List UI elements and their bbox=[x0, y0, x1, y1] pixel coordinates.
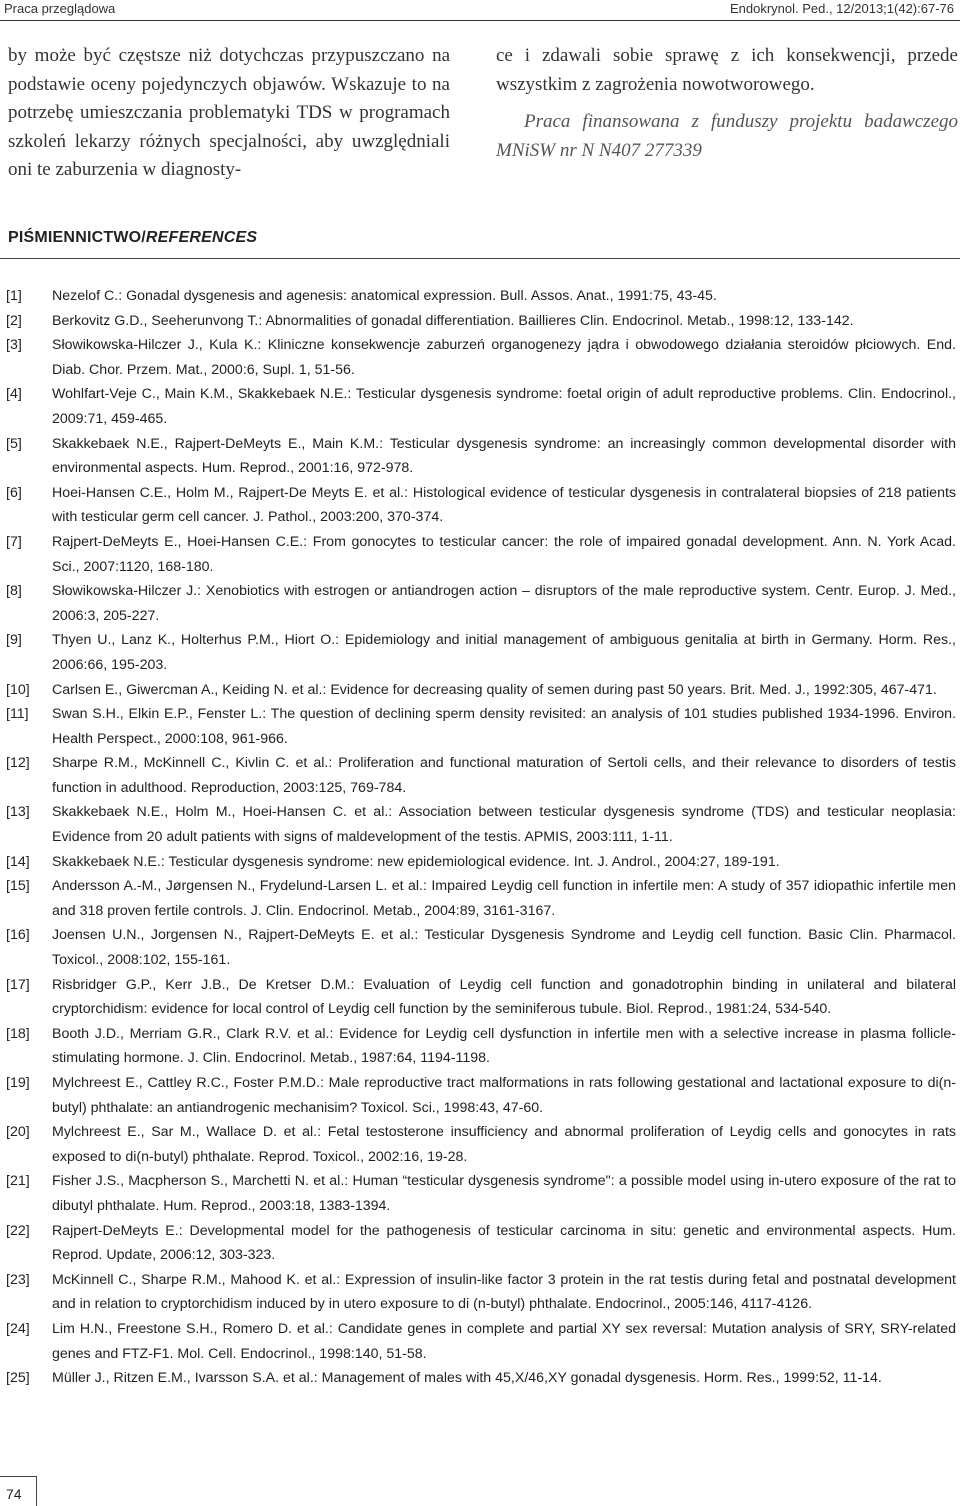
running-header bbox=[0, 0, 960, 21]
reference-item bbox=[6, 874, 956, 923]
reference-number: [25] bbox=[6, 1370, 30, 1387]
reference-text: Wohlfart-Veje C., Main K.M., Skakkebaek N.E.: Testicular dysgenesis syndrome: foetal origin of adult reproductive problems. Clin. Endocrinol., 2009:71, 459-465. bbox=[52, 386, 956, 427]
reference-text: Swan S.H., Elkin E.P., Fenster L.: The question of declining sperm density revisited: an analysis of 101 studies published 1934-1996. Environ. Health Perspect., 2000:108, 961-966. bbox=[52, 706, 956, 747]
references-heading-main: PIŚMIENNICTWO/ bbox=[8, 229, 146, 246]
reference-number: [17] bbox=[6, 976, 30, 993]
reference-text: Rajpert-DeMeyts E.: Developmental model for the pathogenesis of testicular carcinoma in situ: genetic and environmental aspects. Hum. Reprod. Update, 2006:12, 303-323. bbox=[52, 1222, 956, 1264]
reference-text: Booth J.D., Merriam G.R., Clark R.V. et al.: Evidence for Leydig cell dysfunction in infertile men with a selective increase in plasma follicle-stimulating hormone. J. Clin. Endocrinol. Metab., 1987:64, 1194-1198. bbox=[52, 1025, 956, 1067]
reference-item bbox=[6, 530, 956, 579]
reference-number: [13] bbox=[6, 804, 30, 821]
reference-item bbox=[6, 1219, 956, 1268]
reference-item bbox=[6, 973, 956, 1022]
reference-text: Hoei-Hansen C.E., Holm M., Rajpert-De Meyts E. et al.: Histological evidence of testicular dysgenesis in contralateral biopsies of 218 patients with testicular germ cell cancer. J. Pathol., 2003:200, 370-374. bbox=[52, 484, 956, 526]
reference-text: Berkovitz G.D., Seeherunvong T.: Abnormalities of gonadal differentiation. Baillieres Clin. Endocrinol. Metab., 1998:12, 133-142. bbox=[52, 312, 854, 329]
reference-number: [4] bbox=[6, 386, 22, 403]
body-column-right bbox=[496, 42, 958, 165]
journal-citation: Endokrynol. Ped., 12/2013;1(42):67-76 bbox=[729, 1, 954, 16]
reference-item bbox=[6, 432, 956, 481]
reference-number: [21] bbox=[6, 1173, 30, 1190]
reference-item bbox=[6, 481, 956, 530]
reference-item bbox=[6, 751, 956, 800]
article-type-label: Praca przeglądowa bbox=[4, 1, 116, 16]
reference-number: [15] bbox=[6, 878, 30, 895]
reference-item bbox=[6, 702, 956, 751]
references-list bbox=[6, 284, 956, 1391]
reference-text: Carlsen E., Giwercman A., Keiding N. et al.: Evidence for decreasing quality of semen during past 50 years. Brit. Med. J., 1992:305, 467-471. bbox=[52, 681, 937, 698]
reference-item bbox=[6, 1169, 956, 1218]
reference-number: [14] bbox=[6, 853, 30, 870]
reference-number: [23] bbox=[6, 1271, 30, 1288]
reference-text: McKinnell C., Sharpe R.M., Mahood K. et al.: Expression of insulin-like factor 3 protein in the rat testis during fetal and postnatal development and in relation to cryptorchidism induced by in utero exposure to di (n-butyl) phthalate. Endocrinol., 2005:146, 4117-4126. bbox=[52, 1271, 956, 1313]
reference-text: Sharpe R.M., McKinnell C., Kivlin C. et al.: Proliferation and functional maturation of Sertoli cells, and their relevance to disorders of testis function in adulthood. Reproduction, 2003:125, 769-784. bbox=[52, 755, 956, 796]
reference-item bbox=[6, 333, 956, 382]
reference-text: Słowikowska-Hilczer J.: Xenobiotics with estrogen or antiandrogen action – disruptors of the male reproductive system. Centr. Europ. J. Med., 2006:3, 205-227. bbox=[52, 583, 956, 624]
page-number: 74 bbox=[6, 1486, 22, 1502]
reference-number: [19] bbox=[6, 1075, 30, 1091]
reference-text: Skakkebaek N.E., Holm M., Hoei-Hansen C. et al.: Association between testicular dysgenesis syndrome (TDS) and testicular neoplasia: Evidence from 20 adult patients with signs of maldevelopment of the testis. APMIS, 2003:111, 1-11. bbox=[52, 804, 956, 846]
reference-item bbox=[6, 1071, 956, 1120]
reference-text: Risbridger G.P., Kerr J.B., De Kretser D.M.: Evaluation of Leydig cell function and gonadotrophin binding in unilateral and bilateral cryptorchidism: evidence for local control of Leydig cell function by the seminiferous tubule. Biol. Reprod., 1981:24, 534-540. bbox=[52, 976, 956, 1018]
reference-item bbox=[6, 309, 956, 334]
reference-text: Andersson A.-M., Jørgensen N., Frydelund-Larsen L. et al.: Impaired Leydig cell function in infertile men: A study of 357 idiopathic infertile men and 318 proven fertile controls. J. Clin. Endocrinol. Metab., 2004:89, 3161-3167. bbox=[52, 878, 956, 919]
reference-number: [20] bbox=[6, 1124, 30, 1141]
reference-text: Fisher J.S., Macpherson S., Marchetti N. et al.: Human “testicular dysgenesis syndrome": a possible model using in-utero exposure of the rat to dibutyl phthalate. Hum. Reprod., 2003:18, 1383-1394. bbox=[52, 1173, 956, 1214]
reference-number: [22] bbox=[6, 1222, 30, 1239]
reference-number: [3] bbox=[6, 337, 22, 354]
reference-item bbox=[6, 1366, 956, 1391]
footer-rule bbox=[0, 1476, 36, 1477]
reference-item bbox=[6, 1268, 956, 1317]
reference-number: [7] bbox=[6, 533, 22, 550]
reference-item bbox=[6, 923, 956, 972]
reference-text: Słowikowska-Hilczer J., Kula K.: Kliniczne konsekwencje zaburzeń organogenezy jądra i obwodowego działania steroidów płciowych. End. Diab. Chor. Przem. Mat., 2000:6, Supl. 1, 51-56. bbox=[52, 337, 956, 378]
references-divider bbox=[0, 258, 960, 259]
reference-item bbox=[6, 800, 956, 849]
reference-text: Mylchreest E., Cattley R.C., Foster P.M.D.: Male reproductive tract malformations in rats following gestational and lactational exposure to di(n-butyl) phthalate: an antiandrogenic mechanisim? Toxicol. Sci., 1998:43, 47-60. bbox=[52, 1075, 956, 1116]
references-heading bbox=[8, 229, 257, 247]
reference-item bbox=[6, 1120, 956, 1169]
body-column-left bbox=[8, 42, 450, 185]
reference-item bbox=[6, 284, 956, 309]
funding-note: Praca finansowana z funduszy projektu badawczego MNiSW nr N N407 277339 bbox=[496, 111, 958, 161]
body-paragraph-right: ce i zdawali sobie sprawę z ich konsekwencji, przede wszystkim z zagrożenia nowotworowego. bbox=[496, 45, 958, 95]
reference-text: Mylchreest E., Sar M., Wallace D. et al.: Fetal testosterone insufficiency and abnormal proliferation of Leydig cells and gonocytes in rats exposed to di(n-butyl) phthalate. Reprod. Toxicol., 2002:16, 19-28. bbox=[52, 1124, 956, 1165]
reference-number: [10] bbox=[6, 681, 30, 698]
reference-number: [5] bbox=[6, 435, 22, 452]
reference-item bbox=[6, 678, 956, 703]
reference-number: [1] bbox=[6, 288, 22, 304]
reference-text: Skakkebaek N.E., Rajpert-DeMeyts E., Main K.M.: Testicular dysgenesis syndrome: an increasingly common developmental disorder with environmental aspects. Hum. Reprod., 2001:16, 972-978. bbox=[52, 435, 956, 477]
reference-number: [6] bbox=[6, 484, 22, 501]
reference-text: Rajpert-DeMeyts E., Hoei-Hansen C.E.: From gonocytes to testicular cancer: the role of impaired gonadal development. Ann. N. York Acad. Sci., 2007:1120, 168-180. bbox=[52, 533, 956, 575]
footer-vertical-rule bbox=[36, 1476, 37, 1506]
reference-text: Joensen U.N., Jorgensen N., Rajpert-DeMeyts E. et al.: Testicular Dysgenesis Syndrome and Leydig cell function. Basic Clin. Pharmacol. Toxicol., 2008:102, 155-161. bbox=[52, 927, 956, 969]
reference-number: [11] bbox=[6, 706, 29, 723]
reference-item bbox=[6, 382, 956, 431]
reference-number: [2] bbox=[6, 312, 22, 329]
reference-number: [24] bbox=[6, 1320, 30, 1337]
reference-text: Müller J., Ritzen E.M., Ivarsson S.A. et al.: Management of males with 45,X/46,XY gonadal dysgenesis. Horm. Res., 1999:52, 11-14. bbox=[52, 1370, 882, 1387]
references-heading-italic: REFERENCES bbox=[145, 229, 258, 246]
reference-text: Nezelof C.: Gonadal dysgenesis and agenesis: anatomical expression. Bull. Assos. Anat., 1991:75, 43-45. bbox=[52, 288, 717, 304]
reference-number: [18] bbox=[6, 1025, 30, 1042]
reference-text: Skakkebaek N.E.: Testicular dysgenesis syndrome: new epidemiological evidence. Int. J. Androl., 2004:27, 189-191. bbox=[52, 853, 780, 870]
reference-number: [12] bbox=[6, 755, 30, 772]
reference-number: [9] bbox=[6, 632, 22, 649]
reference-item bbox=[6, 1317, 956, 1366]
reference-number: [8] bbox=[6, 583, 22, 600]
reference-text: Thyen U., Lanz K., Holterhus P.M., Hiort O.: Epidemiology and initial management of ambiguous genitalia at birth in Germany. Horm. Res., 2006:66, 195-203. bbox=[52, 632, 956, 673]
body-paragraph-left: by może być częstsze niż dotychczas przypuszczano na podstawie oceny pojedynczych objawów. Wskazuje to na potrzebę umieszczania problematyki TDS w programach szkoleń lekarzy różnych specjalności, aby uwzględniali oni te zaburzenia w diagnosty- bbox=[8, 45, 450, 181]
reference-number: [16] bbox=[6, 927, 30, 944]
reference-item bbox=[6, 579, 956, 628]
reference-item bbox=[6, 1022, 956, 1071]
reference-item bbox=[6, 850, 956, 875]
reference-item bbox=[6, 628, 956, 677]
reference-text: Lim H.N., Freestone S.H., Romero D. et al.: Candidate genes in complete and partial XY sex reversal: Mutation analysis of SRY, SRY-related genes and FTZ-F1. Mol. Cell. Endocrinol., 1998:140, 51-58. bbox=[52, 1320, 956, 1362]
